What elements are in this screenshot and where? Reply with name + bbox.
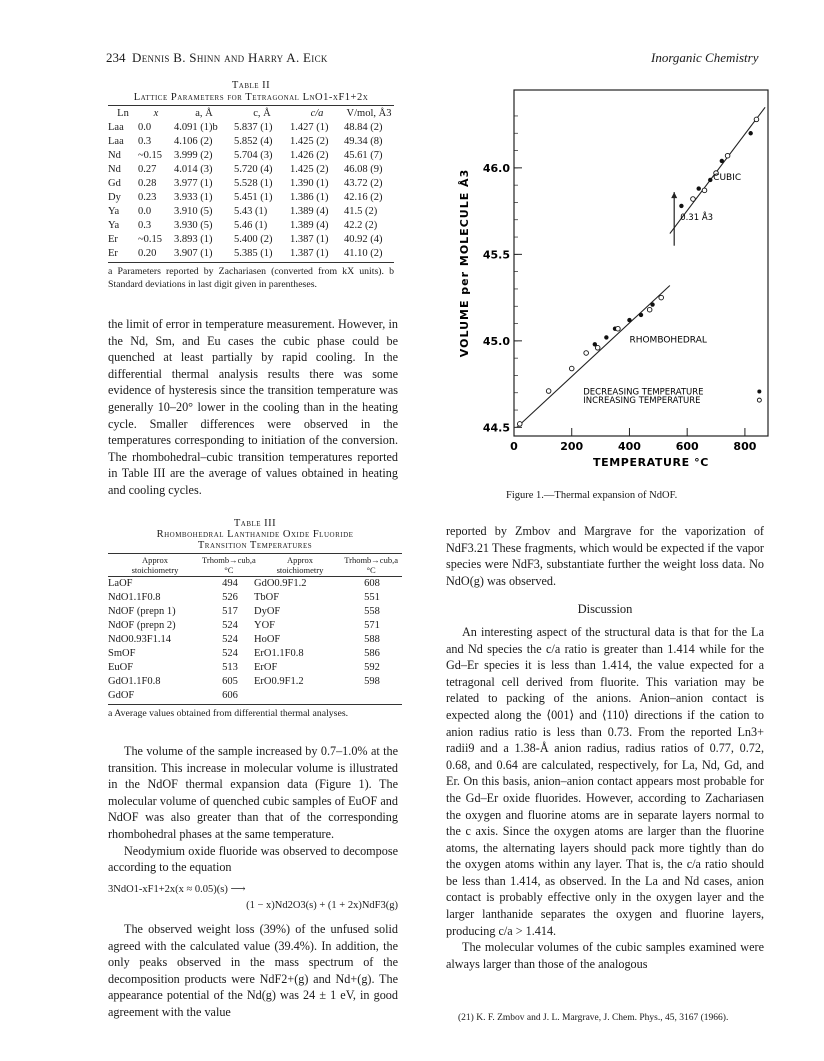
table-row <box>108 689 398 703</box>
gap-label: 0.31 Å3 <box>680 212 714 223</box>
t2-cell: 4.106 (2) <box>174 136 213 147</box>
t2-cell: 1.386 (1) <box>290 192 329 203</box>
t2-cell: 5.385 (1) <box>234 248 273 259</box>
t3-cell: ErO1.1F0.8 <box>254 648 304 659</box>
t2-cell: 5.704 (3) <box>234 150 273 161</box>
t2-cell: 3.930 (5) <box>174 220 213 231</box>
t3-cell: 517 <box>222 606 238 617</box>
t2-cell: 46.08 (9) <box>344 164 383 175</box>
right-text-block <box>446 523 764 972</box>
t2-cell: 45.61 (7) <box>344 150 383 161</box>
table-2-rule-top <box>108 105 394 106</box>
discussion-heading: Discussion <box>577 602 633 617</box>
table-row <box>108 177 394 191</box>
data-point-increasing <box>647 307 652 312</box>
data-point-increasing <box>546 389 551 394</box>
table-3-title-2: Transition Temperatures <box>197 540 313 551</box>
legend-marker-decreasing <box>757 389 761 393</box>
header-authors: Dennis B. Shinn and Harry A. Eick <box>132 50 328 65</box>
data-point-decreasing <box>708 178 712 182</box>
t3-cell: 526 <box>222 592 238 603</box>
t2-cell: 43.72 (2) <box>344 178 383 189</box>
t2-cell: 1.387 (1) <box>290 248 329 259</box>
t3-cell: 592 <box>364 662 380 673</box>
cubic-label: CUBIC <box>713 172 742 183</box>
t2-cell: 5.43 (1) <box>234 206 268 217</box>
data-point-increasing <box>754 117 759 122</box>
x-axis-label: TEMPERATURE °C <box>593 456 709 469</box>
table-3-grid <box>108 577 398 703</box>
y-axis-label: VOLUME per MOLECULE Å3 <box>458 168 471 358</box>
table-row <box>108 605 398 619</box>
table-2-grid <box>108 107 394 261</box>
table-row <box>108 619 398 633</box>
t2-cell: 5.720 (4) <box>234 164 273 175</box>
t2-cell: 41.5 (2) <box>344 206 378 217</box>
t2-cell: 5.528 (1) <box>234 178 273 189</box>
t2-cell: 42.16 (2) <box>344 192 383 203</box>
t2-cell: 5.451 (1) <box>234 192 273 203</box>
table-2-rule-bottom <box>108 262 394 263</box>
t3-cell: ErO0.9F1.2 <box>254 676 304 687</box>
t3-cell: 524 <box>222 620 238 631</box>
t3-cell: 551 <box>364 592 380 603</box>
t2-cell: 4.014 (3) <box>174 164 213 175</box>
data-point-decreasing <box>639 313 643 317</box>
t3-cell <box>346 689 398 703</box>
t3-cell: 606 <box>222 690 238 701</box>
t2-cell: 3.933 (1) <box>174 192 213 203</box>
data-point-increasing <box>517 422 522 427</box>
table-2-label: Table II <box>231 80 271 91</box>
t2-cell: Gd <box>108 178 121 189</box>
table-row <box>108 149 394 163</box>
page-number: 234 <box>106 50 126 65</box>
t3-cell: SmOF <box>108 648 136 659</box>
t3-cell: 598 <box>364 676 380 687</box>
data-point-decreasing <box>604 335 608 339</box>
t3-cell: HoOF <box>254 634 281 645</box>
t2-cell: Er <box>108 248 118 259</box>
t2-cell: 48.84 (2) <box>344 122 383 133</box>
t2-cell: 0.3 <box>138 136 152 147</box>
t2-cell: 0.20 <box>138 248 157 259</box>
t3-cell: 571 <box>364 620 380 631</box>
t2-cell: 5.837 (1) <box>234 122 273 133</box>
t2-cell: 3.977 (1) <box>174 178 213 189</box>
t3-cell: NdO0.93F1.14 <box>108 634 172 645</box>
t3-cell: 524 <box>222 648 238 659</box>
figure-1 <box>450 70 790 510</box>
table-3-label: Table III <box>233 518 277 529</box>
t2-cell: 0.28 <box>138 178 157 189</box>
table-row <box>108 121 394 135</box>
t2-cell: Laa <box>108 122 124 133</box>
t2-cell: 42.2 (2) <box>344 220 378 231</box>
header-journal: Inorganic Chemistry <box>651 50 759 65</box>
data-point-increasing <box>702 188 707 193</box>
data-point-decreasing <box>650 302 654 306</box>
data-point-increasing <box>595 345 600 350</box>
table-row <box>108 219 394 233</box>
gap-arrow-head <box>671 192 677 198</box>
t2-col-1: x <box>153 108 159 119</box>
t3-cell: GdO1.1F0.8 <box>108 676 161 687</box>
t2-cell: Nd <box>108 164 121 175</box>
t3-cell: 524 <box>222 634 238 645</box>
data-point-decreasing <box>697 186 701 190</box>
t3-cell: NdOF (prepn 1) <box>108 606 176 617</box>
y-tick-label: 46.0 <box>482 161 510 175</box>
table-row <box>108 247 394 261</box>
table-row <box>108 233 394 247</box>
y-tick-label: 45.0 <box>482 334 510 348</box>
t3-cell: 558 <box>364 606 380 617</box>
t3-h3: Approx stoichiometry <box>276 555 324 575</box>
right-paragraph-3: The molecular volumes of the cubic samples examined were always larger than those of the analogous <box>446 940 764 971</box>
table-row <box>108 661 398 675</box>
plot-frame <box>514 90 768 436</box>
t2-cell: 41.10 (2) <box>344 248 383 259</box>
t2-cell: 1.389 (4) <box>290 206 329 217</box>
t3-h4: Trhomb→cub,a °C <box>344 555 398 575</box>
table-row <box>108 633 398 647</box>
t3-cell: 513 <box>222 662 238 673</box>
t2-cell: 40.92 (4) <box>344 234 383 245</box>
figure-1-caption: Figure 1.—Thermal expansion of NdOF. <box>506 490 678 501</box>
x-tick-label: 400 <box>617 440 641 453</box>
y-tick-label: 45.5 <box>482 248 510 262</box>
data-point-decreasing <box>748 131 752 135</box>
t2-cell: 0.0 <box>138 206 152 217</box>
t2-cell: ~0.15 <box>138 150 163 161</box>
t3-cell: 605 <box>222 676 238 687</box>
t2-cell: 0.3 <box>138 220 152 231</box>
table-2 <box>108 80 394 291</box>
table-row <box>108 135 394 149</box>
t3-cell: 494 <box>222 578 238 589</box>
t3-cell: 586 <box>364 648 380 659</box>
table-3-rule-bottom <box>108 704 402 705</box>
legend-increasing: INCREASING TEMPERATURE <box>583 396 701 407</box>
table-row <box>108 647 398 661</box>
figure-1-chart <box>450 70 790 490</box>
equation-line-1: 3NdO1-xF1+2x(x ≈ 0.05)(s) ⟶ <box>108 883 246 895</box>
t2-cell: 1.427 (1) <box>290 122 329 133</box>
t2-cell: 1.387 (1) <box>290 234 329 245</box>
t2-col-0: Ln <box>117 108 129 119</box>
t2-cell: 3.910 (5) <box>174 206 213 217</box>
t3-cell: LaOF <box>108 578 133 589</box>
right-paragraph-1: reported by Zmbov and Margrave for the vaporization of NdF3.21 These fragments, which would be expected if the vapor species were NdF3, substantiate further the weight loss data. No NdO(g) was observed. <box>446 524 764 588</box>
t3-h2: Trhomb→cub,a °C <box>202 555 256 575</box>
t2-cell: 1.390 (1) <box>290 178 329 189</box>
table-3 <box>108 518 402 721</box>
t3-cell: 608 <box>364 578 380 589</box>
table-3-title-1: Rhombohedral Lanthanide Oxide Fluoride <box>156 529 354 540</box>
t2-cell: 0.0 <box>138 122 152 133</box>
t3-cell: EuOF <box>108 662 134 673</box>
data-point-increasing <box>569 366 574 371</box>
data-point-decreasing <box>720 159 724 163</box>
t2-cell: 3.893 (1) <box>174 234 213 245</box>
t2-col-5: V/mol, Å3 <box>346 108 392 119</box>
t3-cell: NdO1.1F0.8 <box>108 592 161 603</box>
data-point-increasing <box>691 197 696 202</box>
table-row <box>108 163 394 177</box>
t2-cell: 5.46 (1) <box>234 220 268 231</box>
x-tick-label: 800 <box>733 440 757 453</box>
t2-cell: 0.23 <box>138 192 157 203</box>
table-2-title: Lattice Parameters for Tetragonal LnO1-xF1+2x <box>133 92 369 103</box>
t2-col-4: c/a <box>310 108 324 119</box>
t2-cell: Dy <box>108 192 121 203</box>
t3-cell: NdOF (prepn 2) <box>108 620 176 631</box>
t2-cell: ~0.15 <box>138 234 163 245</box>
t2-col-3: c, Å <box>253 108 271 119</box>
data-point-increasing <box>584 351 589 356</box>
equation-line-2: (1 − x)Nd2O3(s) + (1 + 2x)NdF3(g) <box>246 900 398 912</box>
t3-cell: ErOF <box>254 662 278 673</box>
x-tick-label: 600 <box>675 440 699 453</box>
table-row <box>108 577 398 591</box>
t3-cell: YOF <box>254 620 276 631</box>
t2-cell: 5.400 (2) <box>234 234 273 245</box>
rhombohedral-label: RHOMBOHEDRAL <box>629 335 707 346</box>
x-tick-label: 200 <box>560 440 584 453</box>
left-paragraph-1: the limit of error in temperature measurement. However, in the Nd, Sm, and Eu cases the cubic phase could be quenched at least partially by rapid cooling. In the differential thermal analysis results there was some evidence of hysteresis since the transition temperature was generally 10–20° lower in the cooling than in the heating cycle. Smaller differences were observed in the temperatures corresponding to initiation of the conversion. The rhombohedral–cubic transition temperatures reported in Table III are the average of values obtained in heating and cooling cycles. <box>108 317 398 497</box>
t2-cell: Nd <box>108 150 121 161</box>
right-footnote: (21) K. F. Zmbov and J. L. Margrave, J. Chem. Phys., 45, 3167 (1966). <box>458 1013 729 1023</box>
left-paragraph-3: Neodymium oxide fluoride was observed to decompose according to the equation <box>108 843 398 875</box>
t2-cell: Ya <box>108 206 120 217</box>
t2-cell: 1.425 (2) <box>290 136 329 147</box>
left-text-block-2 <box>108 743 398 1021</box>
t2-col-2: a, Å <box>195 108 213 119</box>
t3-cell: DyOF <box>254 606 281 617</box>
t2-cell: 5.852 (4) <box>234 136 273 147</box>
page-header-left <box>106 50 328 66</box>
t3-cell <box>254 689 346 703</box>
t2-cell: Laa <box>108 136 124 147</box>
data-point-increasing <box>725 153 730 158</box>
t2-cell: 4.091 (1)b <box>174 122 218 133</box>
right-paragraph-2: An interesting aspect of the structural data is that for the La and Nd species the c/a ratio is greater than 1.414 while for the Gd–Er species it is less than 1.414, the value expected for a tetragonal cell derived from fluorite. This variation may be related to packing of the anions. Anion–anion contact is expected along the ⟨001⟩ and ⟨110⟩ directions if the cation to anion radius ratio is less than 0.73. From the reported Ln3+ radii9 and a 1.38-Å anion radius, radius ratios of 0.77, 0.72, 0.68, and 0.64 are calculated, respectively, for La, Nd, Gd, and Er. On this basis, anion–anion contact appears most probable for the Gd–Er oxide fluorides. However, according to Zachariasen the oxygen and fluorine atoms are in separate layers normal to the c axis. Since the oxygen atoms are larger than the fluorine atoms, the alternating layers should pack more tightly than do the oxygen atoms within any layer. That is, the c/a ratio should be less than 1.414, as observed. In the La and Nd cases, anion contact is probably effective only in the oxygen layer and the larger lanthanide separates the oxygen and fluorine layers, producing c/a > 1.414. <box>446 624 764 938</box>
t2-cell: 1.426 (2) <box>290 150 329 161</box>
x-tick-label: 0 <box>510 440 518 453</box>
t3-cell: 588 <box>364 634 380 645</box>
t2-cell: 49.34 (8) <box>344 136 383 147</box>
left-paragraph-2: The volume of the sample increased by 0.7–1.0% at the transition. This increase in molecular volume is illustrated in the NdOF thermal expansion data (Figure 1). The molecular volume of quenched cubic samples of EuOF and NdOF was also greater than that of the corresponding rhombohedral phases at the same temperature. <box>108 744 398 841</box>
left-paragraph-4: The observed weight loss (39%) of the unfused solid agreed with the calculated value (39.4%). In addition, the only peaks observed in the mass spectrum of the decomposition products were NdF2+(g) and Nd+(g). The appearance potential of the Nd(g) was 24 ± 1 eV, in good agreement with the value <box>108 921 398 1019</box>
t2-cell: Er <box>108 234 118 245</box>
t3-cell: GdOF <box>108 690 135 701</box>
table-3-header <box>108 555 398 575</box>
legend-marker-increasing <box>757 398 761 402</box>
t2-cell: 1.425 (2) <box>290 164 329 175</box>
t2-cell: 1.389 (4) <box>290 220 329 231</box>
data-point-increasing <box>616 326 621 331</box>
table-row <box>108 191 394 205</box>
t2-cell: 0.27 <box>138 164 157 175</box>
y-tick-label: 44.5 <box>482 421 510 435</box>
table-3-rule-top <box>108 553 402 554</box>
t3-cell: TbOF <box>254 592 280 603</box>
table-row <box>108 591 398 605</box>
table-3-footnote: a Average values obtained from differential thermal analyses. <box>108 708 349 719</box>
t2-cell: 3.999 (2) <box>174 150 213 161</box>
data-point-decreasing <box>679 204 683 208</box>
t3-h1: Approx stoichiometry <box>131 555 179 575</box>
t2-cell: Ya <box>108 220 120 231</box>
t3-cell: GdO0.9F1.2 <box>254 578 307 589</box>
table-row <box>108 205 394 219</box>
data-point-decreasing <box>627 318 631 322</box>
legend-decreasing: DECREASING TEMPERATURE <box>583 387 704 398</box>
t2-cell: 3.907 (1) <box>174 248 213 259</box>
table-2-footnote: a Parameters reported by Zachariasen (converted from kX units). b Standard deviations in last digit given in parentheses. <box>108 266 394 290</box>
data-point-increasing <box>659 295 664 300</box>
table-row <box>108 675 398 689</box>
